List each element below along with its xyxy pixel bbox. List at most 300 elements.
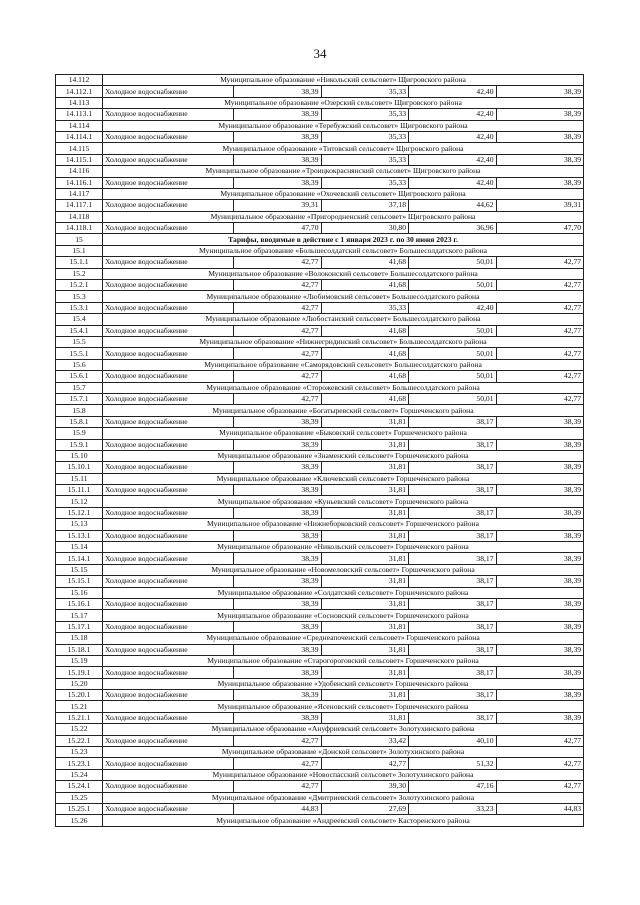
tariff-row bbox=[56, 598, 584, 609]
tariff-value: 38,39 bbox=[496, 131, 584, 142]
municipality-row bbox=[56, 769, 584, 780]
row-number: 14.115.1 bbox=[56, 154, 103, 165]
municipality-title: Муниципальное образование «Троицкокраснянский сельсовет» Щигровского района bbox=[103, 166, 584, 177]
tariff-value: 27,69 bbox=[321, 804, 409, 815]
row-number: 14.114.1 bbox=[56, 131, 103, 142]
tariff-value: 35,33 bbox=[321, 302, 409, 313]
tariff-value: 47,70 bbox=[496, 223, 584, 234]
tariff-value: 38,17 bbox=[409, 553, 497, 564]
municipality-row bbox=[56, 815, 584, 826]
tariff-value: 38,39 bbox=[234, 439, 322, 450]
tariff-value: 44,62 bbox=[409, 200, 497, 211]
tariff-value: 42,40 bbox=[409, 109, 497, 120]
row-number: 15.9 bbox=[56, 428, 103, 439]
tariff-row bbox=[56, 667, 584, 678]
tariff-value: 38,39 bbox=[496, 690, 584, 701]
tariff-value: 38,39 bbox=[234, 530, 322, 541]
municipality-title: Муниципальное образование «Богатыревский сельсовет» Горшеченского района bbox=[103, 405, 584, 416]
municipality-row bbox=[56, 724, 584, 735]
tariff-value: 38,17 bbox=[409, 598, 497, 609]
municipality-row bbox=[56, 120, 584, 131]
tariff-value: 42,77 bbox=[496, 280, 584, 291]
tariff-value: 38,17 bbox=[409, 621, 497, 632]
tariff-value: 38,39 bbox=[234, 690, 322, 701]
service-name: Холодное водоснабжение bbox=[103, 576, 234, 587]
row-number: 15 bbox=[56, 234, 103, 245]
row-number: 15.4.1 bbox=[56, 325, 103, 336]
municipality-title: Муниципальное образование «Озерский сельсовет» Щигровского района bbox=[103, 97, 584, 108]
tariff-table-body bbox=[56, 75, 584, 827]
tariff-value: 41,68 bbox=[321, 371, 409, 382]
row-number: 15.2 bbox=[56, 268, 103, 279]
row-number: 15.14.1 bbox=[56, 553, 103, 564]
tariff-value: 31,81 bbox=[321, 644, 409, 655]
row-number: 15.24.1 bbox=[56, 781, 103, 792]
row-number: 15.23 bbox=[56, 747, 103, 758]
tariff-value: 38,17 bbox=[409, 690, 497, 701]
row-number: 15.20 bbox=[56, 678, 103, 689]
municipality-title: Муниципальное образование «Андреевский сельсовет» Касторенского района bbox=[103, 815, 584, 826]
row-number: 15.2.1 bbox=[56, 280, 103, 291]
municipality-row bbox=[56, 587, 584, 598]
row-number: 15.10 bbox=[56, 450, 103, 461]
tariff-value: 38,39 bbox=[234, 712, 322, 723]
row-number: 15.3.1 bbox=[56, 302, 103, 313]
row-number: 15.19 bbox=[56, 655, 103, 666]
tariff-value: 47,70 bbox=[234, 223, 322, 234]
row-number: 15.25 bbox=[56, 792, 103, 803]
tariff-row bbox=[56, 257, 584, 268]
municipality-title: Муниципальное образование «Нижнеборковский сельсовет» Горшеченского района bbox=[103, 519, 584, 530]
tariff-row bbox=[56, 462, 584, 473]
tariff-row bbox=[56, 758, 584, 769]
row-number: 14.117.1 bbox=[56, 200, 103, 211]
tariff-row bbox=[56, 553, 584, 564]
tariff-value: 38,39 bbox=[496, 667, 584, 678]
tariff-value: 42,77 bbox=[496, 758, 584, 769]
row-number: 15.8 bbox=[56, 405, 103, 416]
municipality-title: Муниципальное образование «Саморядовский сельсовет» Большесолдатского района bbox=[103, 359, 584, 370]
municipality-title: Муниципальное образование «Куньевский сельсовет» Горшеченского района bbox=[103, 496, 584, 507]
tariff-value: 50,01 bbox=[409, 393, 497, 404]
tariff-value: 38,39 bbox=[234, 553, 322, 564]
tariff-value: 38,17 bbox=[409, 462, 497, 473]
municipality-row bbox=[56, 496, 584, 507]
row-number: 15.1 bbox=[56, 245, 103, 256]
tariff-row bbox=[56, 177, 584, 188]
tariff-value: 38,39 bbox=[496, 530, 584, 541]
service-name: Холодное водоснабжение bbox=[103, 781, 234, 792]
tariff-value: 38,39 bbox=[234, 644, 322, 655]
municipality-row bbox=[56, 97, 584, 108]
tariff-value: 38,39 bbox=[234, 485, 322, 496]
row-number: 15.15.1 bbox=[56, 576, 103, 587]
tariff-value: 38,39 bbox=[496, 576, 584, 587]
row-number: 15.22 bbox=[56, 724, 103, 735]
tariff-value: 38,39 bbox=[234, 576, 322, 587]
tariff-value: 38,39 bbox=[234, 621, 322, 632]
tariff-value: 42,77 bbox=[234, 257, 322, 268]
tariff-value: 42,77 bbox=[234, 393, 322, 404]
tariff-row bbox=[56, 302, 584, 313]
tariff-value: 42,40 bbox=[409, 131, 497, 142]
tariff-value: 42,77 bbox=[234, 348, 322, 359]
tariff-value: 38,39 bbox=[496, 109, 584, 120]
tariff-value: 31,81 bbox=[321, 439, 409, 450]
row-number: 15.10.1 bbox=[56, 462, 103, 473]
tariff-row bbox=[56, 371, 584, 382]
tariff-value: 38,17 bbox=[409, 416, 497, 427]
tariff-row bbox=[56, 712, 584, 723]
tariff-value: 42,40 bbox=[409, 177, 497, 188]
tariff-value: 42,77 bbox=[234, 325, 322, 336]
municipality-row bbox=[56, 359, 584, 370]
tariff-value: 38,39 bbox=[496, 553, 584, 564]
municipality-title: Муниципальное образование «Охочевский сельсовет» Щигровского района bbox=[103, 188, 584, 199]
municipality-title: Муниципальное образование «Удобенский сельсовет» Горшеченского района bbox=[103, 678, 584, 689]
tariff-value: 31,81 bbox=[321, 507, 409, 518]
municipality-row bbox=[56, 655, 584, 666]
row-number: 15.8.1 bbox=[56, 416, 103, 427]
municipality-row bbox=[56, 450, 584, 461]
tariff-row bbox=[56, 416, 584, 427]
tariff-value: 38,39 bbox=[496, 177, 584, 188]
tariff-value: 35,33 bbox=[321, 131, 409, 142]
tariff-value: 38,39 bbox=[496, 507, 584, 518]
tariff-value: 31,81 bbox=[321, 462, 409, 473]
tariff-value: 42,77 bbox=[496, 393, 584, 404]
row-number: 15.26 bbox=[56, 815, 103, 826]
municipality-row bbox=[56, 314, 584, 325]
municipality-title: Муниципальное образование «Любимовский сельсовет» Большесолдатского района bbox=[103, 291, 584, 302]
tariff-value: 38,39 bbox=[234, 416, 322, 427]
row-number: 15.6.1 bbox=[56, 371, 103, 382]
tariff-value: 35,33 bbox=[321, 154, 409, 165]
row-number: 14.115 bbox=[56, 143, 103, 154]
municipality-title: Муниципальное образование «Никольский сельсовет» Горшеченского района bbox=[103, 542, 584, 553]
tariff-value: 33,42 bbox=[321, 735, 409, 746]
tariff-table bbox=[55, 74, 584, 827]
tariff-row bbox=[56, 393, 584, 404]
row-number: 15.12 bbox=[56, 496, 103, 507]
service-name: Холодное водоснабжение bbox=[103, 371, 234, 382]
row-number: 15.15 bbox=[56, 564, 103, 575]
tariff-value: 38,39 bbox=[234, 154, 322, 165]
municipality-row bbox=[56, 701, 584, 712]
municipality-row bbox=[56, 336, 584, 347]
tariff-value: 42,77 bbox=[234, 758, 322, 769]
tariff-value: 38,39 bbox=[496, 644, 584, 655]
municipality-row bbox=[56, 610, 584, 621]
municipality-title: Муниципальное образование «Ясеновский сельсовет» Горшеченского района bbox=[103, 701, 584, 712]
tariff-value: 38,39 bbox=[496, 621, 584, 632]
tariff-value: 38,17 bbox=[409, 576, 497, 587]
row-number: 15.3 bbox=[56, 291, 103, 302]
row-number: 15.1.1 bbox=[56, 257, 103, 268]
row-number: 15.18 bbox=[56, 633, 103, 644]
service-name: Холодное водоснабжение bbox=[103, 416, 234, 427]
row-number: 15.24 bbox=[56, 769, 103, 780]
tariff-value: 42,77 bbox=[496, 325, 584, 336]
section-header-row bbox=[56, 234, 584, 245]
tariff-value: 41,68 bbox=[321, 257, 409, 268]
tariff-value: 31,81 bbox=[321, 530, 409, 541]
service-name: Холодное водоснабжение bbox=[103, 644, 234, 655]
municipality-title: Муниципальное образование «Волоконский сельсовет» Большесолдатского района bbox=[103, 268, 584, 279]
tariff-value: 38,39 bbox=[496, 86, 584, 97]
municipality-title: Муниципальное образование «Новоспасский сельсовет» Золотухинского района bbox=[103, 769, 584, 780]
municipality-title: Муниципальное образование «Титовский сельсовет» Щигровского района bbox=[103, 143, 584, 154]
row-number: 15.13 bbox=[56, 519, 103, 530]
tariff-value: 42,77 bbox=[496, 781, 584, 792]
tariff-row bbox=[56, 325, 584, 336]
tariff-value: 42,77 bbox=[496, 735, 584, 746]
municipality-row bbox=[56, 211, 584, 222]
municipality-row bbox=[56, 268, 584, 279]
tariff-value: 51,32 bbox=[409, 758, 497, 769]
tariff-row bbox=[56, 576, 584, 587]
municipality-row bbox=[56, 542, 584, 553]
municipality-title: Муниципальное образование «Большесолдатский сельсовет» Большесолдатского района bbox=[103, 245, 584, 256]
row-number: 15.13.1 bbox=[56, 530, 103, 541]
row-number: 14.112 bbox=[56, 75, 103, 86]
tariff-value: 42,77 bbox=[234, 371, 322, 382]
tariff-value: 31,81 bbox=[321, 553, 409, 564]
municipality-title: Муниципальное образование «Дмитриевский сельсовет» Золотухинского района bbox=[103, 792, 584, 803]
row-number: 14.113.1 bbox=[56, 109, 103, 120]
tariff-value: 38,39 bbox=[234, 177, 322, 188]
tariff-value: 41,68 bbox=[321, 393, 409, 404]
tariff-value: 42,77 bbox=[234, 280, 322, 291]
tariff-value: 39,31 bbox=[496, 200, 584, 211]
tariff-value: 38,17 bbox=[409, 644, 497, 655]
tariff-value: 47,16 bbox=[409, 781, 497, 792]
tariff-row bbox=[56, 621, 584, 632]
service-name: Холодное водоснабжение bbox=[103, 485, 234, 496]
tariff-value: 38,39 bbox=[496, 416, 584, 427]
municipality-row bbox=[56, 428, 584, 439]
row-number: 14.117 bbox=[56, 188, 103, 199]
row-number: 15.17 bbox=[56, 610, 103, 621]
row-number: 15.14 bbox=[56, 542, 103, 553]
tariff-row bbox=[56, 223, 584, 234]
row-number: 15.21.1 bbox=[56, 712, 103, 723]
tariff-row bbox=[56, 804, 584, 815]
tariff-value: 50,01 bbox=[409, 325, 497, 336]
service-name: Холодное водоснабжение bbox=[103, 325, 234, 336]
row-number: 15.22.1 bbox=[56, 735, 103, 746]
tariff-row bbox=[56, 348, 584, 359]
tariff-value: 38,17 bbox=[409, 485, 497, 496]
service-name: Холодное водоснабжение bbox=[103, 804, 234, 815]
service-name: Холодное водоснабжение bbox=[103, 530, 234, 541]
tariff-value: 38,39 bbox=[234, 86, 322, 97]
tariff-value: 38,39 bbox=[496, 462, 584, 473]
tariff-value: 40,10 bbox=[409, 735, 497, 746]
tariff-value: 42,40 bbox=[409, 154, 497, 165]
service-name: Холодное водоснабжение bbox=[103, 621, 234, 632]
municipality-row bbox=[56, 633, 584, 644]
tariff-value: 31,81 bbox=[321, 621, 409, 632]
municipality-title: Муниципальное образование «Нижнегридинский сельсовет» Большесолдатского района bbox=[103, 336, 584, 347]
service-name: Холодное водоснабжение bbox=[103, 302, 234, 313]
tariff-value: 35,33 bbox=[321, 177, 409, 188]
municipality-row bbox=[56, 143, 584, 154]
tariff-value: 38,39 bbox=[234, 667, 322, 678]
service-name: Холодное водоснабжение bbox=[103, 507, 234, 518]
service-name: Холодное водоснабжение bbox=[103, 735, 234, 746]
municipality-title: Муниципальное образование «Ключевский сельсовет» Горшеченского района bbox=[103, 473, 584, 484]
municipality-title: Муниципальное образование «Донской сельсовет» Золотухинского района bbox=[103, 747, 584, 758]
tariff-value: 42,77 bbox=[234, 781, 322, 792]
service-name: Холодное водоснабжение bbox=[103, 223, 234, 234]
tariff-value: 30,80 bbox=[321, 223, 409, 234]
row-number: 15.9.1 bbox=[56, 439, 103, 450]
municipality-row bbox=[56, 473, 584, 484]
tariff-value: 42,40 bbox=[409, 302, 497, 313]
row-number: 15.6 bbox=[56, 359, 103, 370]
tariff-value: 35,33 bbox=[321, 86, 409, 97]
tariff-value: 38,39 bbox=[496, 439, 584, 450]
row-number: 14.113 bbox=[56, 97, 103, 108]
municipality-row bbox=[56, 405, 584, 416]
tariff-row bbox=[56, 735, 584, 746]
section-title: Тарифы, вводимые в действие с 1 января 2023 г. по 30 июня 2023 г. bbox=[103, 234, 584, 245]
municipality-row bbox=[56, 792, 584, 803]
service-name: Холодное водоснабжение bbox=[103, 462, 234, 473]
municipality-title: Муниципальное образование «Ануфриевский сельсовет» Золотухинского района bbox=[103, 724, 584, 735]
municipality-row bbox=[56, 382, 584, 393]
tariff-value: 39,30 bbox=[321, 781, 409, 792]
municipality-row bbox=[56, 747, 584, 758]
tariff-value: 36,96 bbox=[409, 223, 497, 234]
row-number: 15.16 bbox=[56, 587, 103, 598]
tariff-value: 50,01 bbox=[409, 348, 497, 359]
tariff-value: 38,39 bbox=[496, 154, 584, 165]
municipality-row bbox=[56, 75, 584, 86]
row-number: 15.11.1 bbox=[56, 485, 103, 496]
municipality-title: Муниципальное образование «Солдатский сельсовет» Горшеченского района bbox=[103, 587, 584, 598]
tariff-value: 50,01 bbox=[409, 280, 497, 291]
tariff-value: 38,39 bbox=[496, 598, 584, 609]
row-number: 15.5.1 bbox=[56, 348, 103, 359]
row-number: 14.118 bbox=[56, 211, 103, 222]
row-number: 15.5 bbox=[56, 336, 103, 347]
tariff-value: 41,68 bbox=[321, 280, 409, 291]
municipality-title: Муниципальное образование «Быковский сельсовет» Горшеченского района bbox=[103, 428, 584, 439]
municipality-title: Муниципальное образование «Никольский сельсовет» Щигровского района bbox=[103, 75, 584, 86]
tariff-value: 31,81 bbox=[321, 598, 409, 609]
municipality-title: Муниципальное образование «Теребужский сельсовет» Щигровского района bbox=[103, 120, 584, 131]
tariff-value: 42,77 bbox=[496, 302, 584, 313]
tariff-value: 38,17 bbox=[409, 439, 497, 450]
tariff-value: 38,39 bbox=[234, 131, 322, 142]
page-number: 34 bbox=[313, 46, 327, 61]
tariff-value: 38,39 bbox=[496, 485, 584, 496]
municipality-title: Муниципальное образование «Знаменский сельсовет» Горшеченского района bbox=[103, 450, 584, 461]
tariff-value: 42,77 bbox=[234, 302, 322, 313]
row-number: 14.118.1 bbox=[56, 223, 103, 234]
service-name: Холодное водоснабжение bbox=[103, 348, 234, 359]
tariff-row bbox=[56, 109, 584, 120]
municipality-row bbox=[56, 291, 584, 302]
municipality-row bbox=[56, 564, 584, 575]
tariff-row bbox=[56, 439, 584, 450]
tariff-row bbox=[56, 485, 584, 496]
tariff-row bbox=[56, 131, 584, 142]
service-name: Холодное водоснабжение bbox=[103, 154, 234, 165]
municipality-row bbox=[56, 519, 584, 530]
service-name: Холодное водоснабжение bbox=[103, 280, 234, 291]
tariff-value: 31,81 bbox=[321, 416, 409, 427]
tariff-value: 38,17 bbox=[409, 530, 497, 541]
municipality-title: Муниципальное образование «Старогороговский сельсовет» Горшеченского района bbox=[103, 655, 584, 666]
service-name: Холодное водоснабжение bbox=[103, 86, 234, 97]
tariff-value: 38,17 bbox=[409, 712, 497, 723]
tariff-row bbox=[56, 86, 584, 97]
tariff-value: 31,81 bbox=[321, 576, 409, 587]
row-number: 15.4 bbox=[56, 314, 103, 325]
row-number: 14.116 bbox=[56, 166, 103, 177]
row-number: 15.18.1 bbox=[56, 644, 103, 655]
tariff-value: 44,83 bbox=[234, 804, 322, 815]
service-name: Холодное водоснабжение bbox=[103, 439, 234, 450]
tariff-value: 41,68 bbox=[321, 325, 409, 336]
service-name: Холодное водоснабжение bbox=[103, 758, 234, 769]
tariff-value: 38,39 bbox=[234, 109, 322, 120]
tariff-row bbox=[56, 280, 584, 291]
municipality-row bbox=[56, 245, 584, 256]
tariff-row bbox=[56, 690, 584, 701]
tariff-value: 31,81 bbox=[321, 712, 409, 723]
row-number: 14.116.1 bbox=[56, 177, 103, 188]
service-name: Холодное водоснабжение bbox=[103, 598, 234, 609]
tariff-row bbox=[56, 507, 584, 518]
tariff-value: 50,01 bbox=[409, 371, 497, 382]
row-number: 14.114 bbox=[56, 120, 103, 131]
service-name: Холодное водоснабжение bbox=[103, 712, 234, 723]
tariff-value: 42,77 bbox=[234, 735, 322, 746]
tariff-value: 35,33 bbox=[321, 109, 409, 120]
service-name: Холодное водоснабжение bbox=[103, 177, 234, 188]
tariff-value: 31,81 bbox=[321, 667, 409, 678]
row-number: 15.19.1 bbox=[56, 667, 103, 678]
municipality-row bbox=[56, 166, 584, 177]
service-name: Холодное водоснабжение bbox=[103, 393, 234, 404]
tariff-value: 31,81 bbox=[321, 690, 409, 701]
municipality-title: Муниципальное образование «Любостанский сельсовет» Большесолдатского района bbox=[103, 314, 584, 325]
tariff-value: 50,01 bbox=[409, 257, 497, 268]
service-name: Холодное водоснабжение bbox=[103, 200, 234, 211]
tariff-value: 42,77 bbox=[321, 758, 409, 769]
tariff-value: 33,23 bbox=[409, 804, 497, 815]
service-name: Холодное водоснабжение bbox=[103, 257, 234, 268]
row-number: 15.17.1 bbox=[56, 621, 103, 632]
tariff-value: 42,40 bbox=[409, 86, 497, 97]
service-name: Холодное водоснабжение bbox=[103, 131, 234, 142]
row-number: 14.112.1 bbox=[56, 86, 103, 97]
tariff-value: 42,77 bbox=[496, 257, 584, 268]
row-number: 15.12.1 bbox=[56, 507, 103, 518]
tariff-value: 44,83 bbox=[496, 804, 584, 815]
tariff-row bbox=[56, 644, 584, 655]
row-number: 15.23.1 bbox=[56, 758, 103, 769]
tariff-value: 39,31 bbox=[234, 200, 322, 211]
tariff-row bbox=[56, 530, 584, 541]
service-name: Холодное водоснабжение bbox=[103, 667, 234, 678]
municipality-row bbox=[56, 188, 584, 199]
row-number: 15.25.1 bbox=[56, 804, 103, 815]
